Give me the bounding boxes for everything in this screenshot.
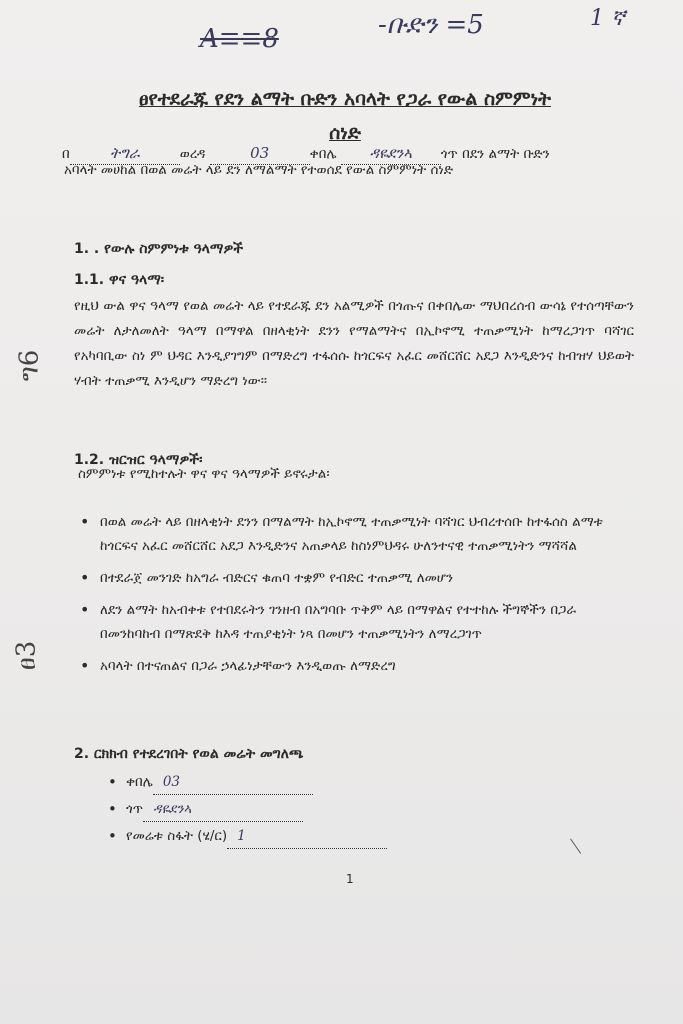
kebele-value: 03 — [210, 142, 310, 165]
handwritten-group-number: -ቡድን =5 — [378, 10, 484, 40]
list-item — [108, 824, 428, 849]
title-line-2: ሰነድ — [329, 122, 361, 144]
area-field-label: የመሬቱ ስፋት (ሄ/ር) — [126, 828, 228, 844]
area-field-value: 1 — [227, 824, 387, 849]
got-field-label: ጎጥ — [126, 801, 144, 817]
list-item: • በወል መሬት ላይ በዘላቂነት ደንን በማልማት ከኢኮኖሚ ተጠቃሚነት ባሻገር ህብረተሰቡ ከተፋሰስ ልማቱ ከጎርፍና አፈር መሸርሸር አደጋ እንዲድንና አጠቃላይ ከስነምህዳሩ ሁለንተናዊ ተጠቃሚነትን ማሻሻል — [80, 510, 635, 558]
intro-prefix: በ — [62, 146, 70, 162]
list-item — [108, 797, 428, 822]
section-1-1-heading: 1.1. ዋና ዓላማ፡ — [74, 272, 165, 288]
section-1-2-heading: 1.2. ዝርዝር ዓላማዎች፡ — [74, 452, 203, 468]
section-1-2-intro: ስምምነቱ የሚከተሉት ዋና ዋና ዓላማዎች ይኖሩታል፡ — [78, 466, 330, 482]
kebele-field-value: 03 — [153, 770, 313, 795]
objectives-list — [80, 510, 635, 686]
pen-mark — [562, 838, 581, 859]
got-field-value: ዳዬደንኣ — [143, 797, 303, 822]
land-description-list — [108, 770, 428, 851]
section-1-heading: 1. . የውሉ ስምምነቱ ዓላማዎች — [74, 241, 244, 257]
got-value: ዳዬደንኣ — [341, 142, 441, 165]
list-item: • አባላት በተናጠልና በጋራ ኃላፊነታቸውን እንዲወጡ ለማድረግ — [80, 654, 635, 678]
title-line-1: ፀየተደራጁ የደን ልማት ቡድን አባላት የጋራ የውል ስምምነት — [139, 88, 551, 110]
list-item: • ለደን ልማት ከአብቀቱ የተበደሩትን ገንዘብ በአግባቡ ጥቅም ላይ በማዋልና የተተከሉ ችግኞችን በጋራ በመንከባከብ በማጽደቅ ከእዳ ተጠያቂነት ነጻ በመሆን ተጠቃሚነትን ለማረጋገጥ — [80, 598, 635, 646]
document-title — [90, 82, 600, 150]
list-item: • በተደራጀ መንገድ ከአግራ ብድርና ቁጠባ ተቋም የብድር ተጠቃሚ ለመሆን — [80, 566, 635, 590]
list-item — [108, 770, 428, 795]
woreda-value: ትግራ — [70, 142, 180, 165]
section-1-1-text: የዚህ ውል ዋና ዓላማ የወል መሬት ላይ የተደራጁ ደን አልሚዎች በጎጡና በቀበሌው ማህበረሰብ ውሳኔ የተሰጣቸውን መሬት ለታለመለት ዓላማ በማዋል በዘላቂነት ደንን የማልማትና በኢኮኖሚ ተጠቃሚነት ከማረጋገጥ ባሻገር የአካባቢው ስነ ም ህዳር እንዲያገግም በማድረግ ተፋሰሱ ከጎርፍና አፈር መሸርሸር አደጋ እንዲድንና ከብዝሃ ህይወት ሃብት ተጠቃሚ እንዲሆን ማድረግ ነው፡፡ — [74, 298, 634, 389]
section-2-heading: 2. ርክክብ የተደረገበት የወል መሬት መግለጫ — [74, 746, 304, 762]
got-suffix: ጎጥ በደን ልማት ቡድን — [440, 146, 550, 162]
intro-line-2: አባላት መሀከል በወል መሬት ላይ ደን ለማልማት የተወሰደ የውል ስምምነት ሰነድ — [64, 162, 454, 178]
kebele-label: ቀበሌ — [309, 146, 337, 162]
page-number: 1 — [346, 872, 354, 886]
handwritten-note-crossed: A≡≡8 — [200, 24, 279, 54]
woreda-label: ወረዳ — [179, 146, 206, 162]
kebele-field-label: ቀበሌ — [126, 774, 153, 790]
margin-mark-upper: ግ6 — [14, 349, 45, 382]
margin-mark-lower: ፀ3 — [11, 640, 42, 671]
handwritten-page-mark: 1 ኛ — [590, 6, 625, 31]
